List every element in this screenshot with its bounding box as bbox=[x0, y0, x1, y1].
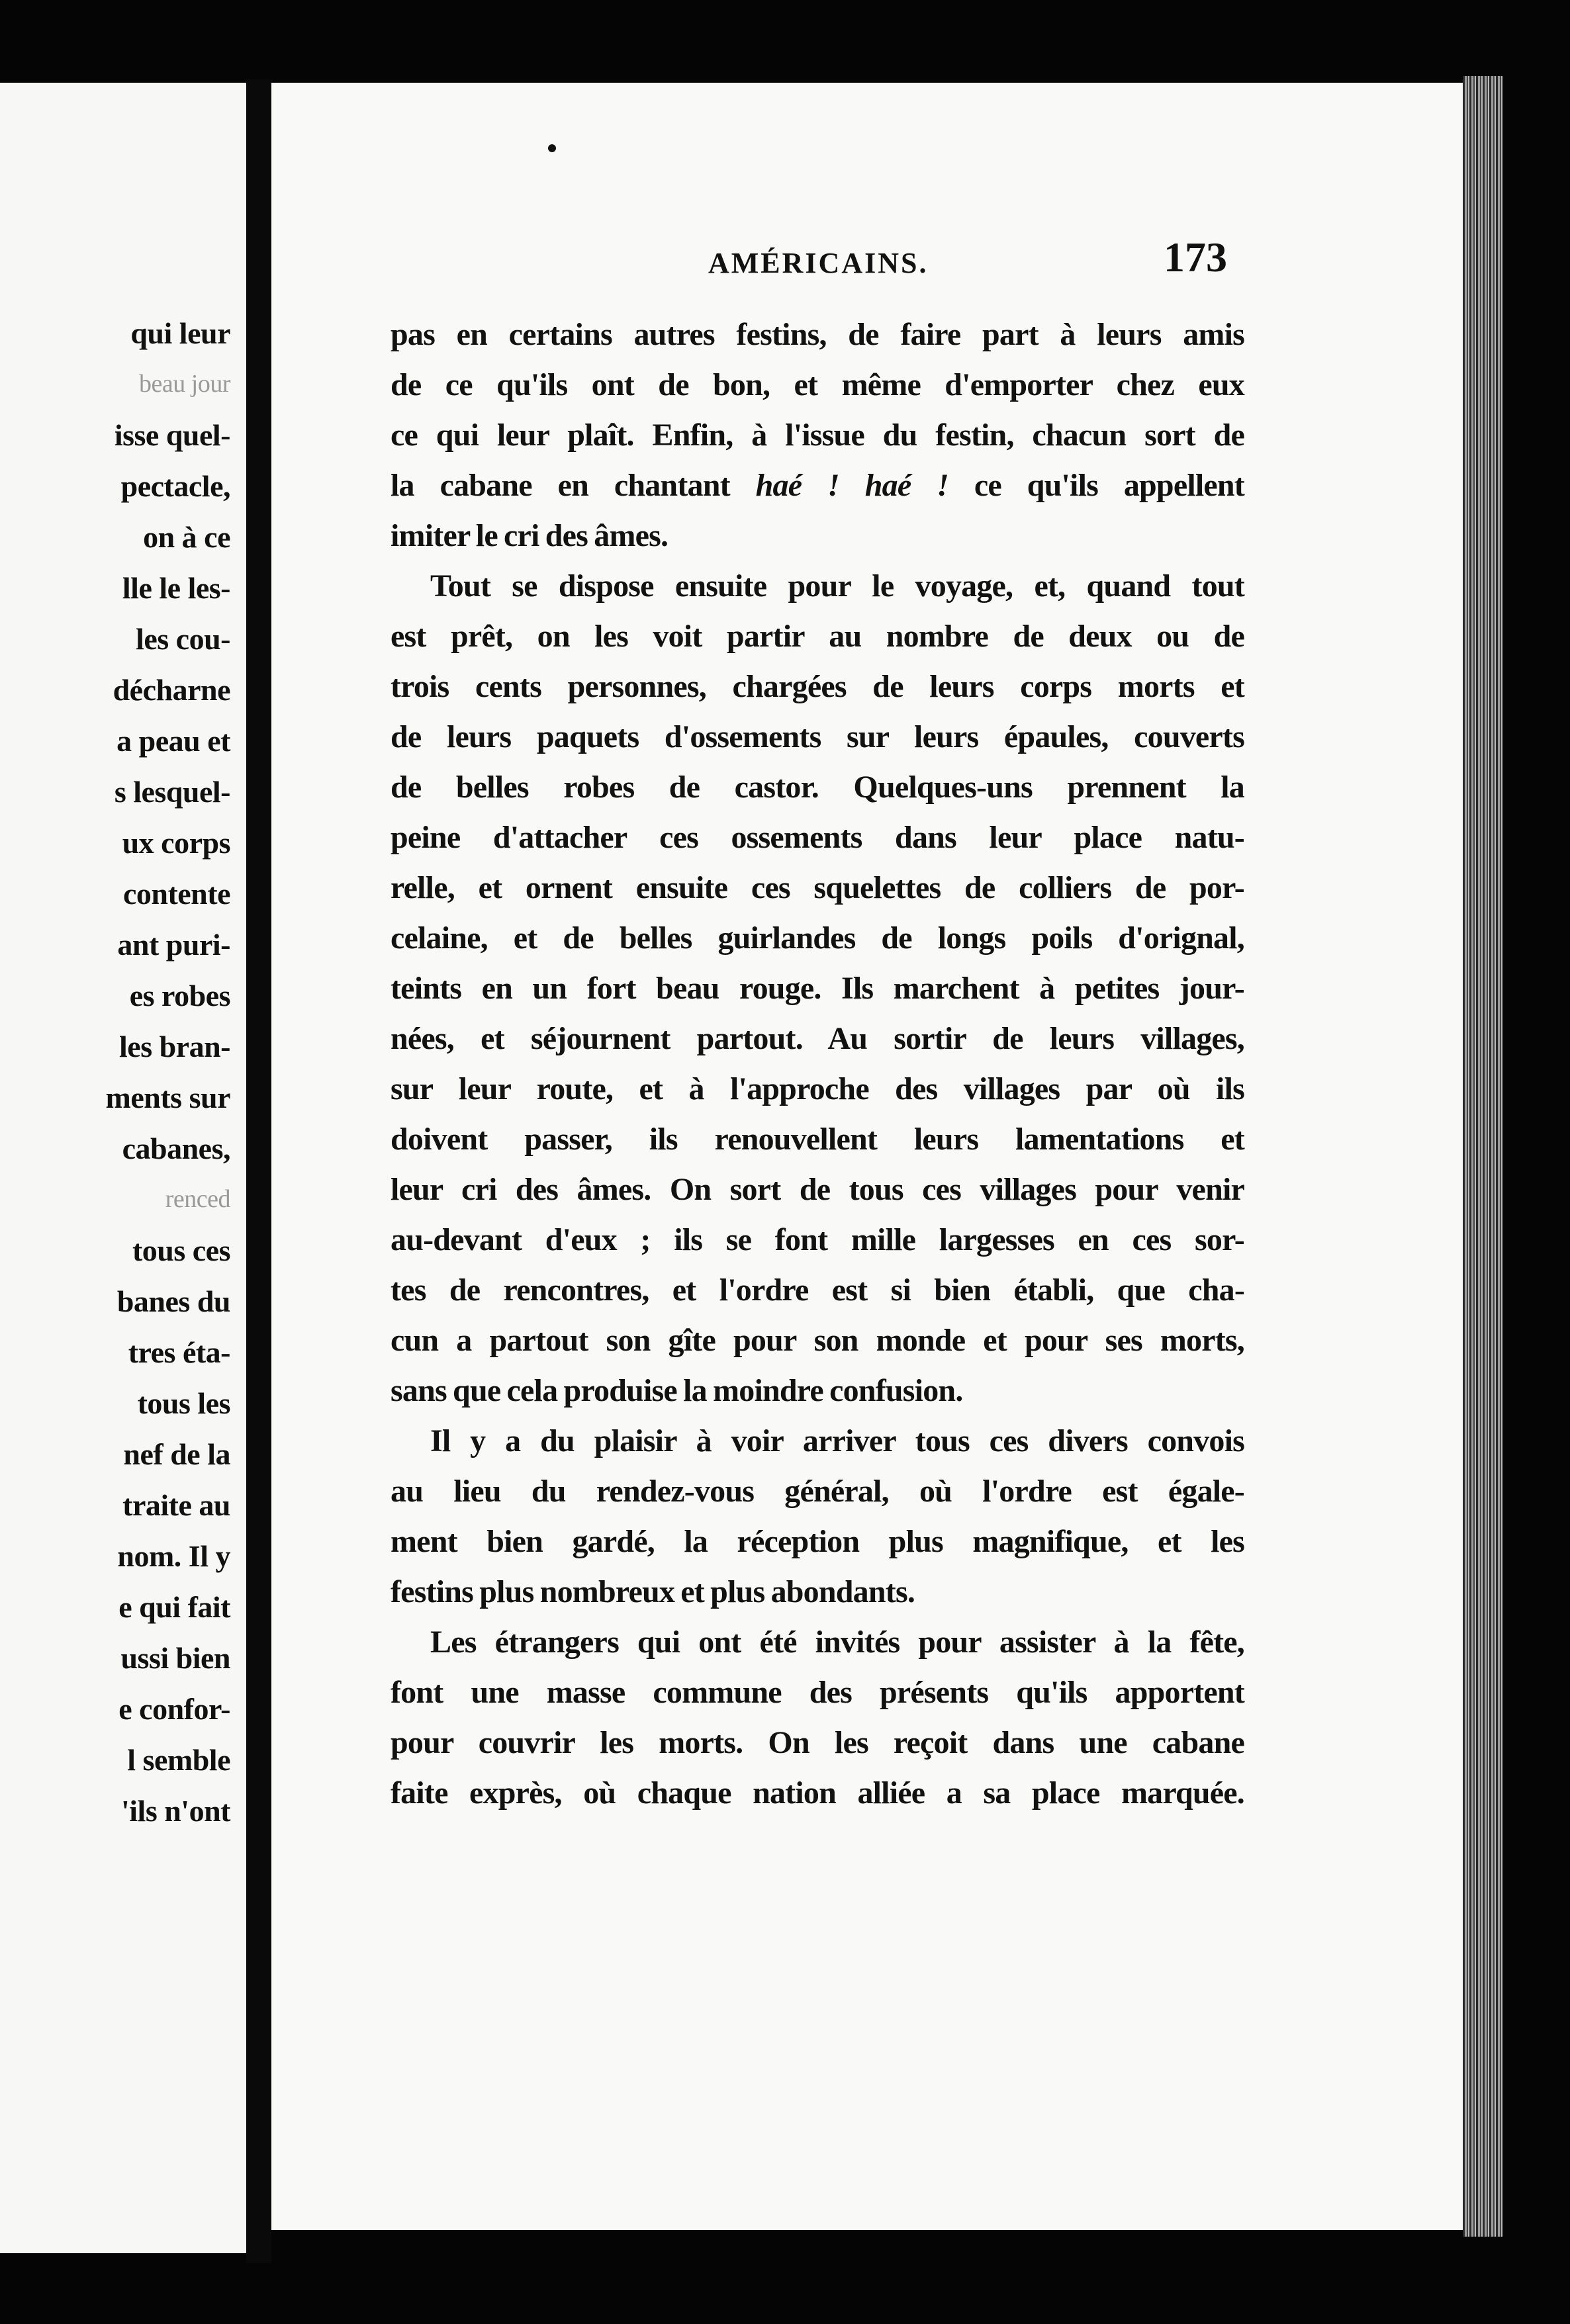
previous-page-line: banes du bbox=[116, 1284, 230, 1318]
previous-page-line: s lesquel- bbox=[114, 775, 230, 809]
previous-page-line: l semble bbox=[127, 1743, 230, 1777]
text-line: pas en certains autres festins, de faire part à leurs amis bbox=[391, 317, 1244, 352]
previous-page-line: les bran- bbox=[119, 1030, 230, 1063]
text-line: ment bien gardé, la réception plus magnifique, et les bbox=[391, 1524, 1244, 1559]
text-line bbox=[391, 461, 1244, 511]
page-number: 173 bbox=[1164, 234, 1227, 281]
text-line: imiter le cri des âmes. bbox=[391, 518, 669, 553]
previous-page-line: tous les bbox=[137, 1386, 230, 1420]
previous-page-line: on à ce bbox=[143, 520, 230, 554]
previous-page-line: les cou- bbox=[136, 622, 230, 656]
previous-page-line: 'ils n'ont bbox=[120, 1794, 230, 1828]
previous-page-line: renced bbox=[165, 1185, 230, 1213]
text-line: teints en un fort beau rouge. Ils marchent à petites jour- bbox=[391, 971, 1244, 1006]
text-segment: ce qu'ils appellent bbox=[948, 468, 1244, 503]
previous-page-line: ux corps bbox=[122, 826, 230, 860]
text-line: sans que cela produise la moindre confusion. bbox=[391, 1373, 963, 1408]
text-line: ce qui leur plaît. Enfin, à l'issue du festin, chacun sort de bbox=[391, 418, 1244, 453]
previous-page bbox=[0, 83, 246, 2253]
text-segment: la cabane en chantant bbox=[391, 468, 756, 503]
previous-page-line: traite au bbox=[122, 1488, 230, 1522]
text-line: de belles robes de castor. Quelques-uns prennent la bbox=[391, 770, 1244, 805]
previous-page-line: ments sur bbox=[105, 1081, 230, 1114]
text-line: trois cents personnes, chargées de leurs corps morts et bbox=[391, 669, 1244, 704]
text-line: festins plus nombreux et plus abondants. bbox=[391, 1574, 915, 1609]
text-line: au lieu du rendez-vous général, où l'ordre est égale- bbox=[391, 1474, 1244, 1509]
previous-page-line: cabanes, bbox=[122, 1132, 230, 1165]
text-line: Tout se dispose ensuite pour le voyage, et, quand tout bbox=[430, 568, 1244, 603]
previous-page-line: tres éta- bbox=[128, 1335, 230, 1369]
previous-page-line: ant puri- bbox=[117, 928, 230, 961]
previous-page-line: nom. Il y bbox=[117, 1539, 230, 1573]
previous-page-line: es robes bbox=[129, 979, 230, 1012]
page-body-text bbox=[391, 310, 1244, 1818]
text-line: Il y a du plaisir à voir arriver tous ces divers convois bbox=[430, 1423, 1244, 1458]
previous-page-line: beau jour bbox=[139, 370, 230, 398]
previous-page-line: isse quel- bbox=[114, 418, 230, 452]
italic-exclamation: haé ! haé ! bbox=[755, 468, 949, 503]
text-line: tes de rencontres, et l'ordre est si bien établi, que cha- bbox=[391, 1273, 1244, 1308]
previous-page-line: e confor- bbox=[118, 1692, 230, 1726]
text-line: est prêt, on les voit partir au nombre de deux ou de bbox=[391, 619, 1244, 654]
text-line: Les étrangers qui ont été invités pour assister à la fête, bbox=[430, 1625, 1244, 1660]
previous-page-line: contente bbox=[122, 877, 230, 911]
text-line: de ce qu'ils ont de bon, et même d'emporter chez eux bbox=[391, 367, 1244, 402]
previous-page-line: décharne bbox=[113, 673, 230, 707]
page-edges bbox=[1463, 76, 1502, 2237]
text-line: sur leur route, et à l'approche des villages par où ils bbox=[391, 1071, 1244, 1106]
text-line: font une masse commune des présents qu'ils apportent bbox=[391, 1675, 1244, 1710]
previous-page-line: nef de la bbox=[123, 1437, 230, 1471]
previous-page-line: lle le les- bbox=[122, 571, 230, 605]
text-line: nées, et séjournent partout. Au sortir de leurs villages, bbox=[391, 1021, 1244, 1056]
previous-page-line: qui leur bbox=[130, 316, 230, 350]
text-line: pour couvrir les morts. On les reçoit dans une cabane bbox=[391, 1725, 1244, 1760]
text-line: peine d'attacher ces ossements dans leur place natu- bbox=[391, 820, 1244, 855]
previous-page-line: e qui fait bbox=[118, 1590, 230, 1624]
text-line: cun a partout son gîte pour son monde et pour ses morts, bbox=[391, 1323, 1244, 1358]
previous-page-text bbox=[0, 308, 230, 1836]
text-line: relle, et ornent ensuite ces squelettes de colliers de por- bbox=[391, 870, 1244, 905]
text-line: de leurs paquets d'ossements sur leurs épaules, couverts bbox=[391, 719, 1244, 754]
text-line: doivent passer, ils renouvellent leurs lamentations et bbox=[391, 1122, 1244, 1157]
previous-page-line: pectacle, bbox=[120, 469, 230, 503]
ink-speck bbox=[548, 144, 556, 152]
book-gutter bbox=[246, 79, 271, 2263]
text-line: celaine, et de belles guirlandes de longs poils d'orignal, bbox=[391, 920, 1244, 956]
text-line: faite exprès, où chaque nation alliée a sa place marquée. bbox=[391, 1775, 1244, 1810]
running-head: AMÉRICAINS. bbox=[708, 247, 929, 279]
text-line: leur cri des âmes. On sort de tous ces villages pour venir bbox=[391, 1172, 1244, 1207]
text-line: au-devant d'eux ; ils se font mille largesses en ces sor- bbox=[391, 1222, 1244, 1257]
previous-page-line: tous ces bbox=[132, 1233, 230, 1267]
previous-page-line: ussi bien bbox=[120, 1641, 230, 1675]
previous-page-line: a peau et bbox=[116, 724, 230, 758]
